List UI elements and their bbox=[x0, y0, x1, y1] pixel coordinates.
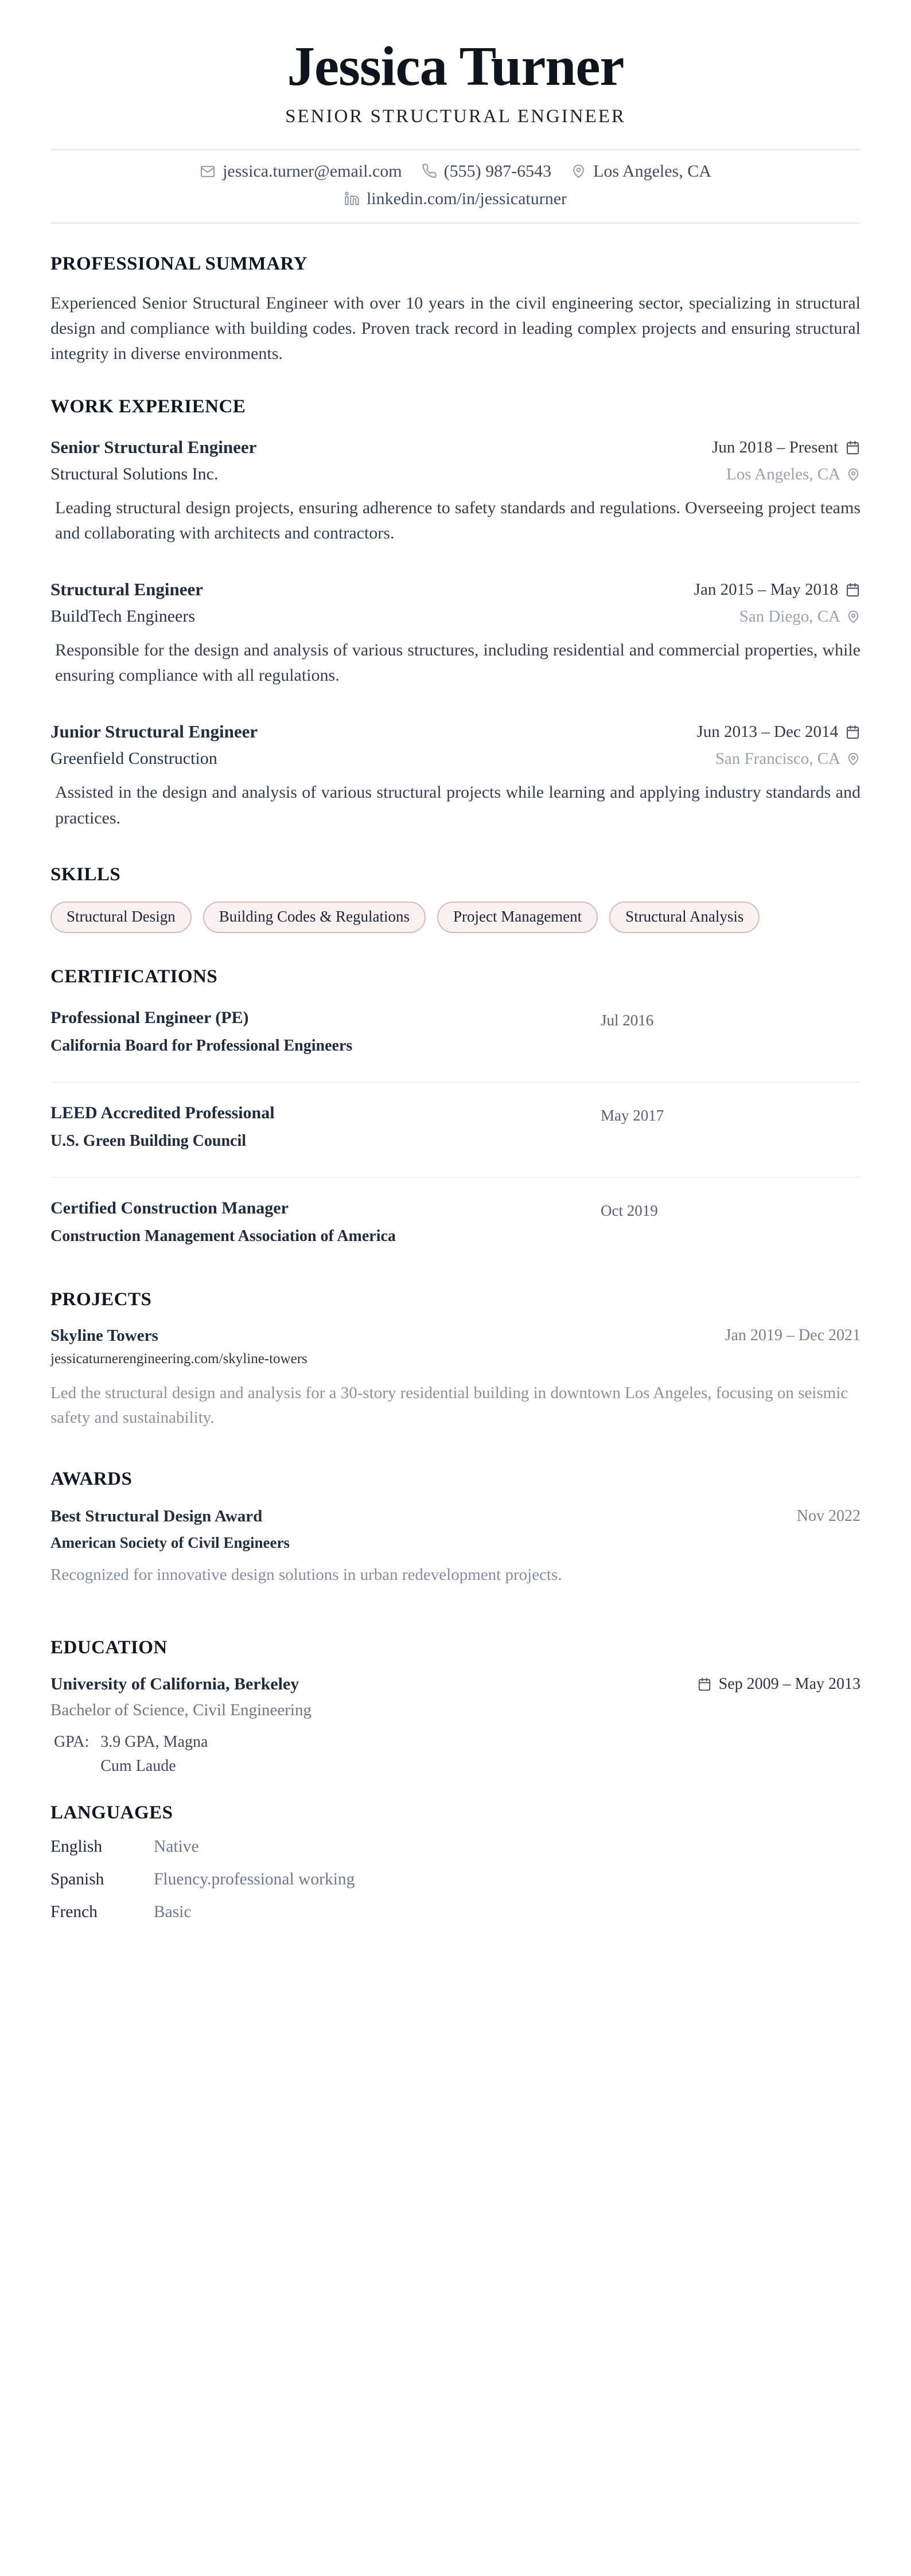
job-location-text: San Diego, CA bbox=[739, 607, 840, 626]
certification-issuer: Construction Management Association of America bbox=[50, 1227, 396, 1245]
certification-date: Jul 2016 bbox=[601, 1011, 654, 1029]
language-row bbox=[50, 1903, 861, 1922]
award-name: Best Structural Design Award bbox=[50, 1506, 263, 1525]
certifications-heading: CERTIFICATIONS bbox=[50, 966, 218, 987]
certification-date: May 2017 bbox=[601, 1106, 664, 1124]
certification-divider bbox=[50, 1177, 861, 1178]
language-name: Spanish bbox=[50, 1869, 104, 1888]
certification-issuer: California Board for Professional Engineers bbox=[50, 1036, 353, 1055]
job-description: Assisted in the design and analysis of various structural projects while learning and applying industry standards and practices. bbox=[55, 783, 861, 828]
certification-date: Oct 2019 bbox=[601, 1201, 658, 1219]
person-job-title: SENIOR STRUCTURAL ENGINEER bbox=[285, 106, 626, 127]
calendar-icon bbox=[845, 724, 861, 740]
contact-phone-text: (555) 987-6543 bbox=[443, 161, 552, 181]
education-school: University of California, Berkeley bbox=[50, 1674, 299, 1693]
section-professional-summary bbox=[50, 253, 861, 366]
award-issuer: American Society of Civil Engineers bbox=[50, 1533, 290, 1551]
language-level: Basic bbox=[154, 1902, 192, 1921]
certification-entry bbox=[50, 1103, 861, 1150]
phone-icon bbox=[422, 163, 437, 179]
education-gpa bbox=[50, 1730, 861, 1778]
education-dates bbox=[697, 1675, 861, 1693]
job-description: Leading structural design projects, ensuring adherence to safety standards and regulations. Overseeing project teams and collaborating with architects and contractors. bbox=[55, 498, 861, 543]
job-company: Structural Solutions Inc. bbox=[50, 465, 219, 484]
contact-email-text: jessica.turner@email.com bbox=[223, 161, 402, 181]
section-work-experience bbox=[50, 396, 861, 831]
job-location-text: San Francisco, CA bbox=[715, 749, 840, 768]
calendar-icon bbox=[697, 1677, 712, 1692]
project-dates: Jan 2019 – Dec 2021 bbox=[725, 1326, 861, 1345]
job-dates-text: Jun 2018 – Present bbox=[712, 438, 838, 456]
contact-location-text: Los Angeles, CA bbox=[593, 161, 711, 181]
job-dates-text: Jun 2013 – Dec 2014 bbox=[696, 722, 838, 741]
education-gpa-label: GPA: bbox=[54, 1732, 89, 1751]
project-description: Led the structural design and analysis for a 30-story residential building in downtown Los Angeles, focusing on seismic safety and sustainability. bbox=[50, 1383, 848, 1427]
award-date: Nov 2022 bbox=[796, 1507, 861, 1525]
calendar-icon bbox=[845, 582, 861, 598]
job-dates bbox=[694, 580, 861, 599]
work-heading: WORK EXPERIENCE bbox=[50, 396, 246, 417]
section-awards bbox=[50, 1469, 861, 1584]
language-row bbox=[50, 1837, 861, 1856]
summary-text: Experienced Senior Structural Engineer with over 10 years in the civil engineering sector, specializing in structural design and compliance with building codes. Proven track record in leading complex projects and ensuring structural integrity in diverse environments. bbox=[50, 293, 861, 363]
header-divider-bottom bbox=[50, 223, 861, 224]
job-location bbox=[726, 465, 861, 484]
contact-linkedin[interactable] bbox=[344, 189, 567, 209]
job-entry bbox=[50, 579, 861, 688]
envelope-icon bbox=[200, 163, 216, 179]
language-level: Native bbox=[154, 1837, 199, 1856]
language-level: Fluency.professional working bbox=[154, 1869, 355, 1888]
education-heading: EDUCATION bbox=[50, 1637, 168, 1658]
location-pin-icon bbox=[846, 467, 861, 482]
certification-name: LEED Accredited Professional bbox=[50, 1103, 275, 1122]
job-title: Senior Structural Engineer bbox=[50, 437, 257, 458]
skill-pill: Project Management bbox=[437, 901, 598, 933]
job-location-text: Los Angeles, CA bbox=[726, 465, 840, 483]
languages-heading: LANGUAGES bbox=[50, 1802, 173, 1823]
education-degree: Bachelor of Science, Civil Engineering bbox=[50, 1700, 312, 1719]
contact-linkedin-text: linkedin.com/in/jessicaturner bbox=[366, 189, 567, 208]
contact-location bbox=[571, 162, 711, 181]
education-dates-text: Sep 2009 – May 2013 bbox=[718, 1675, 861, 1693]
skill-pill: Structural Analysis bbox=[609, 901, 760, 933]
certification-entry bbox=[50, 1008, 861, 1055]
location-pin-icon bbox=[846, 752, 861, 766]
projects-heading: PROJECTS bbox=[50, 1289, 152, 1310]
language-name: English bbox=[50, 1837, 103, 1856]
job-dates bbox=[712, 438, 861, 457]
job-location bbox=[739, 607, 861, 626]
contact-phone[interactable] bbox=[422, 162, 551, 181]
certification-name: Professional Engineer (PE) bbox=[50, 1008, 249, 1027]
award-description: Recognized for innovative design solutions in urban redevelopment projects. bbox=[50, 1565, 562, 1584]
awards-heading: AWARDS bbox=[50, 1468, 133, 1489]
summary-heading: PROFESSIONAL SUMMARY bbox=[50, 253, 307, 274]
person-name: Jessica Turner bbox=[287, 36, 624, 97]
job-entry bbox=[50, 721, 861, 830]
education-gpa-value: 3.9 GPA, Magna Cum Laude bbox=[100, 1732, 208, 1775]
language-row bbox=[50, 1870, 861, 1889]
contact-row-primary bbox=[50, 162, 861, 181]
job-company: BuildTech Engineers bbox=[50, 607, 195, 626]
skill-pill: Building Codes & Regulations bbox=[203, 901, 426, 933]
section-certifications bbox=[50, 966, 861, 1246]
linkedin-icon bbox=[344, 191, 360, 206]
job-description: Responsible for the design and analysis of various structures, including residential and commercial properties, while ensuring compliance with all regulations. bbox=[55, 641, 861, 685]
section-skills bbox=[50, 864, 861, 933]
section-languages bbox=[50, 1802, 861, 1922]
contact-row-secondary bbox=[50, 189, 861, 209]
skill-pill: Structural Design bbox=[50, 901, 192, 933]
job-location bbox=[715, 750, 861, 768]
location-pin-icon bbox=[846, 610, 861, 624]
education-entry bbox=[50, 1675, 861, 1778]
location-pin-icon bbox=[571, 163, 586, 179]
resume-header bbox=[50, 37, 861, 127]
skills-heading: SKILLS bbox=[50, 864, 121, 885]
job-title: Junior Structural Engineer bbox=[50, 721, 258, 742]
job-dates-text: Jan 2015 – May 2018 bbox=[694, 580, 838, 599]
certification-issuer: U.S. Green Building Council bbox=[50, 1131, 247, 1150]
award-entry bbox=[50, 1507, 861, 1584]
language-name: French bbox=[50, 1902, 98, 1921]
calendar-icon bbox=[845, 440, 861, 455]
job-title: Structural Engineer bbox=[50, 579, 204, 600]
skills-pill-row bbox=[50, 901, 861, 933]
contact-email[interactable] bbox=[200, 162, 402, 181]
project-entry bbox=[50, 1326, 861, 1431]
project-name: Skyline Towers bbox=[50, 1326, 158, 1345]
project-url[interactable]: jessicaturnerengineering.com/skyline-towers bbox=[50, 1351, 307, 1367]
contact-block bbox=[50, 150, 861, 223]
certification-entry bbox=[50, 1199, 861, 1246]
section-projects bbox=[50, 1289, 861, 1431]
job-company: Greenfield Construction bbox=[50, 749, 217, 768]
certification-name: Certified Construction Manager bbox=[50, 1198, 289, 1217]
job-entry bbox=[50, 437, 861, 546]
job-dates bbox=[697, 723, 861, 741]
section-education bbox=[50, 1637, 861, 1778]
certification-divider bbox=[50, 1082, 861, 1083]
